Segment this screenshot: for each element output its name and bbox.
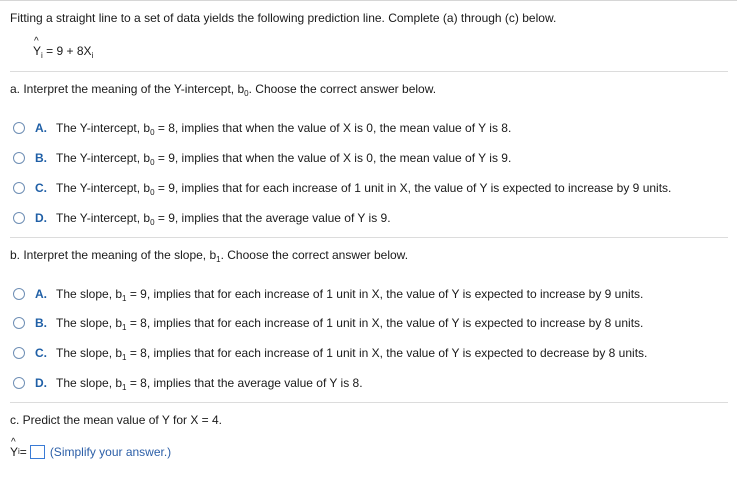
divider bbox=[10, 71, 728, 72]
y-hat: ^ Y bbox=[33, 44, 41, 58]
radio-button[interactable] bbox=[13, 288, 25, 300]
divider bbox=[10, 237, 728, 238]
part-a-option-d[interactable]: D. The Y-intercept, $b_0 = 9$, implies that the average value of Y is 9. bbox=[13, 211, 391, 225]
top-border bbox=[0, 0, 737, 1]
simplify-hint: (Simplify your answer.) bbox=[49, 445, 172, 459]
part-b-option-c[interactable]: C. The slope, $b_1 = 8$, implies that for each increase of 1 unit in X, the value of Y is expected to decrease by 8 units. bbox=[13, 346, 647, 360]
part-c-question: c. Predict the mean value of Y for X = 4. bbox=[10, 413, 223, 427]
part-b-option-b[interactable]: B. The slope, $b_1 = 8$, implies that for each increase of 1 unit in X, the value of Y is expected to increase by 8 units. bbox=[13, 316, 643, 330]
part-b-option-d[interactable]: D. The slope, $b_1 = 8$, implies that the average value of Y is 8. bbox=[13, 376, 363, 390]
option-text: The slope, $b_1 = 8$, implies that for each increase of 1 unit in X, the value of Y is expected to increase by 8 units. bbox=[56, 316, 644, 332]
part-a-option-a[interactable]: A. The Y-intercept, $b_0 = 8$, implies that when the value of X is 0, the mean value of Y is 8. bbox=[13, 121, 511, 135]
part-c-answer-row: ^ Y i = (Simplify your answer.) bbox=[10, 445, 171, 459]
option-text: The Y-intercept, $b_0 = 8$, implies that when the value of X is 0, the mean value of Y is 8. bbox=[56, 121, 512, 137]
radio-button[interactable] bbox=[13, 212, 25, 224]
option-text: The slope, $b_1 = 8$, implies that the average value of Y is 8. bbox=[56, 376, 363, 392]
radio-button[interactable] bbox=[13, 377, 25, 389]
radio-button[interactable] bbox=[13, 122, 25, 134]
y-hat: ^ Y bbox=[10, 445, 18, 459]
radio-button[interactable] bbox=[13, 347, 25, 359]
part-a-question: a. Interpret the meaning of the Y-intercept, $b_0$. Choose the correct answer below. bbox=[10, 82, 437, 98]
answer-input-box[interactable] bbox=[30, 445, 45, 459]
divider bbox=[10, 402, 728, 403]
part-b-option-a[interactable]: A. The slope, $b_1 = 9$, implies that for each increase of 1 unit in X, the value of Y is expected to increase by 9 units. bbox=[13, 287, 643, 301]
option-text: The slope, $b_1 = 9$, implies that for each increase of 1 unit in X, the value of Y is expected to increase by 9 units. bbox=[56, 287, 644, 303]
option-text: The Y-intercept, $b_0 = 9$, implies that when the value of X is 0, the mean value of Y is 9. bbox=[56, 151, 512, 167]
radio-button[interactable] bbox=[13, 317, 25, 329]
part-b-question: b. Interpret the meaning of the slope, $b_1$. Choose the correct answer below. bbox=[10, 248, 409, 264]
problem-intro: Fitting a straight line to a set of data yields the following prediction line. Complete (a) through (c) below. bbox=[10, 11, 557, 25]
prediction-equation: ^ $Y_i = 9 + 8X_i$ bbox=[33, 44, 93, 58]
option-text: The Y-intercept, $b_0 = 9$, implies that the average value of Y is 9. bbox=[56, 211, 391, 227]
option-text: The Y-intercept, $b_0 = 9$, implies that for each increase of 1 unit in X, the value of Y is expected to increase by 9 units. bbox=[56, 181, 672, 197]
part-a-option-b[interactable]: B. The Y-intercept, $b_0 = 9$, implies that when the value of X is 0, the mean value of Y is 9. bbox=[13, 151, 511, 165]
radio-button[interactable] bbox=[13, 152, 25, 164]
option-text: The slope, $b_1 = 8$, implies that for each increase of 1 unit in X, the value of Y is expected to decrease by 8 units. bbox=[56, 346, 648, 362]
radio-button[interactable] bbox=[13, 182, 25, 194]
part-a-option-c[interactable]: C. The Y-intercept, $b_0 = 9$, implies that for each increase of 1 unit in X, the value of Y is expected to increase by 9 units. bbox=[13, 181, 671, 195]
